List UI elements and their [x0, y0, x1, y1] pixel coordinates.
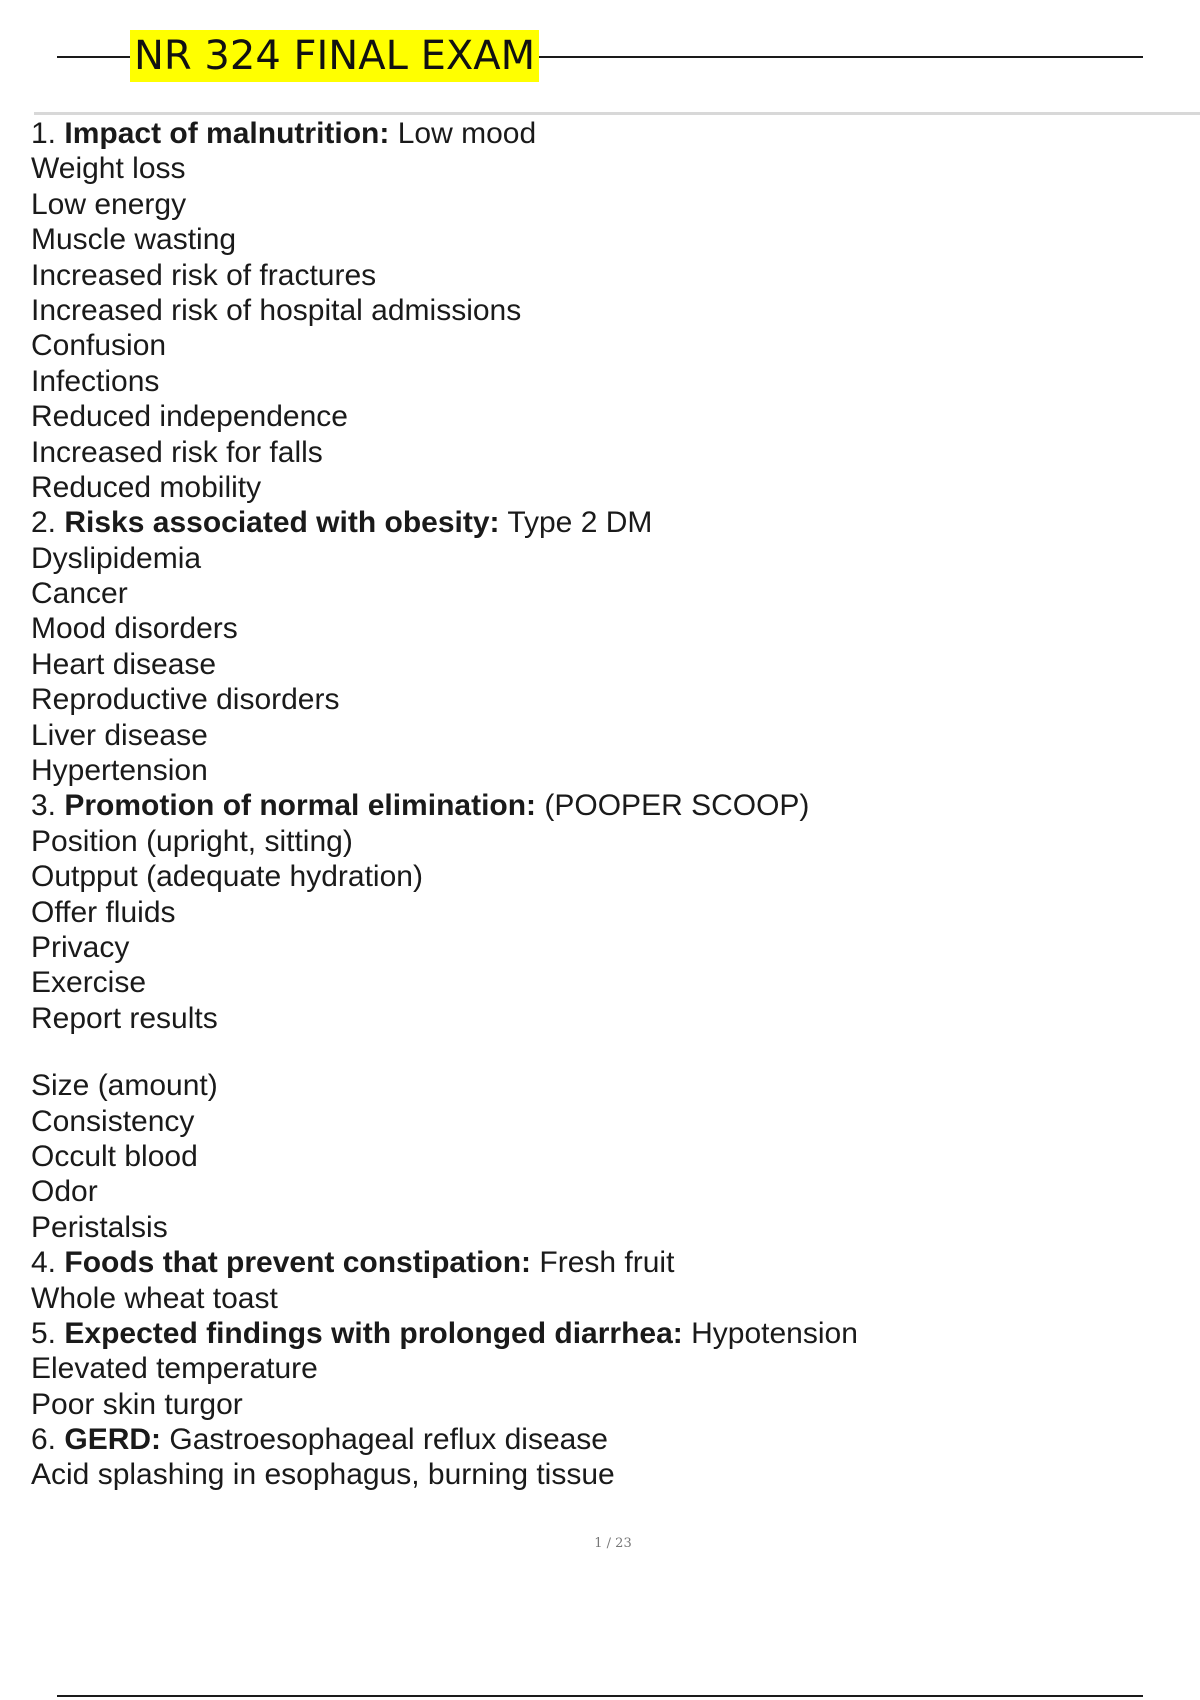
footer-rule: [57, 1695, 1143, 1697]
section-heading-line: [31, 1245, 1161, 1280]
section-number: 3.: [31, 789, 57, 823]
document-body: [31, 116, 1161, 1493]
section-heading-line: [31, 505, 1161, 540]
list-item: Hypertension: [31, 754, 208, 788]
section-heading-line: [31, 1316, 1161, 1351]
list-item: Reduced mobility: [31, 470, 262, 504]
section-number: 5.: [31, 1316, 57, 1350]
section-heading-line: [31, 1422, 1161, 1457]
section-heading: Foods that prevent constipation:: [64, 1246, 532, 1280]
list-item: Poor skin turgor: [31, 1387, 243, 1421]
section-number: 6.: [31, 1423, 57, 1457]
separator-rule: [34, 112, 1200, 115]
list-item: Infections: [31, 364, 160, 398]
section-heading: GERD:: [64, 1423, 162, 1457]
list-item: Liver disease: [31, 718, 208, 752]
section-number: 2.: [31, 506, 57, 540]
section-heading-line: [31, 116, 1161, 151]
list-item: Muscle wasting: [31, 223, 237, 257]
list-item: Confusion: [31, 329, 167, 363]
list-item: Elevated temperature: [31, 1352, 318, 1386]
section-first-item: Gastroesophageal reflux disease: [169, 1423, 608, 1457]
section-number: 4.: [31, 1246, 57, 1280]
list-item: Low energy: [31, 187, 187, 221]
list-item: Size (amount): [31, 1069, 218, 1103]
section-first-item: Low mood: [397, 117, 537, 150]
list-item: Odor: [31, 1175, 98, 1209]
list-item: Outpput (adequate hydration): [31, 860, 423, 894]
section-first-item: (POOPER SCOOP): [544, 789, 810, 823]
section-number: 1.: [31, 117, 57, 150]
list-item: Acid splashing in esophagus, burning tissue: [31, 1458, 615, 1492]
document-title: NR 324 FINAL EXAM: [130, 30, 539, 82]
list-item: Offer fluids: [31, 895, 176, 929]
document-header: [57, 26, 1143, 86]
list-item: Position (upright, sitting): [31, 824, 353, 858]
list-item: Exercise: [31, 966, 147, 1000]
section-first-item: Hypotension: [691, 1316, 858, 1350]
section-first-item: Fresh fruit: [539, 1246, 675, 1280]
list-item: Heart disease: [31, 647, 217, 681]
list-item: Reproductive disorders: [31, 683, 340, 717]
list-item: Increased risk for falls: [31, 435, 323, 469]
section-heading-line: [31, 788, 1161, 823]
list-item: Dyslipidemia: [31, 541, 202, 575]
list-item: Increased risk of hospital admissions: [31, 293, 522, 327]
section-first-item: Type 2 DM: [507, 506, 653, 540]
list-item: Cancer: [31, 577, 128, 611]
list-item: Weight loss: [31, 152, 186, 186]
list-item: Peristalsis: [31, 1210, 168, 1244]
section-heading: Promotion of normal elimination:: [64, 789, 537, 823]
list-item: Increased risk of fractures: [31, 258, 377, 292]
page-indicator: 1 / 23: [594, 1536, 632, 1551]
list-item: Privacy: [31, 930, 130, 964]
list-item: Whole wheat toast: [31, 1281, 278, 1315]
section-heading: Impact of malnutrition:: [64, 117, 390, 150]
section-heading: Expected findings with prolonged diarrhea:: [64, 1316, 683, 1350]
list-item: Consistency: [31, 1104, 195, 1138]
section-heading: Risks associated with obesity:: [64, 506, 500, 540]
list-item: Occult blood: [31, 1139, 198, 1173]
list-item: Mood disorders: [31, 612, 238, 646]
blank-line: [31, 1036, 1161, 1068]
list-item: Report results: [31, 1001, 218, 1035]
list-item: Reduced independence: [31, 400, 348, 434]
